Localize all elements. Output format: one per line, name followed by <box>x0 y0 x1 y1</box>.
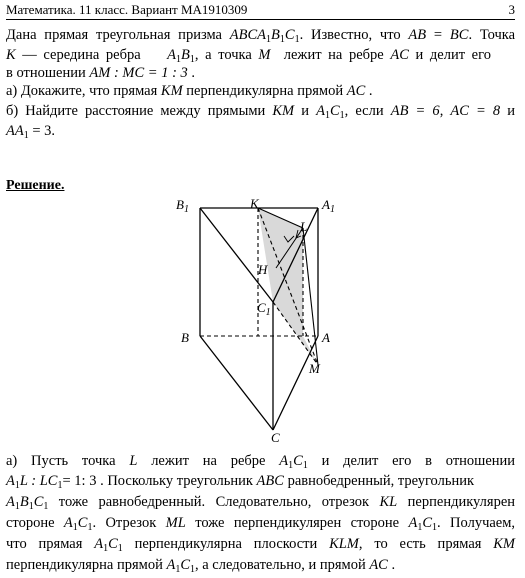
solution-line-5: что прямая $A_1C_1$ перпендикулярна плоскости KLM, то есть прямая KM <box>6 536 516 554</box>
label-H: H <box>258 262 268 277</box>
solution-heading: Решение. <box>6 178 65 193</box>
header-rule <box>6 19 515 20</box>
label-B: B <box>181 330 189 345</box>
solution-line-2: $A_1L$ : $LC_1= 1$: 3 . Поскольку треугольник ABC равнобедренный, треугольник <box>6 473 475 491</box>
solution-line-1: а) Пусть точка L лежит на ребре $A_1C_1$ и делит его в отношении <box>6 453 516 471</box>
solution-line-6: перпендикулярна прямой $A_1C_1$, а следовательно, и прямой AC . <box>6 557 396 575</box>
edge-BC <box>200 336 273 430</box>
label-A: A <box>322 330 330 345</box>
label-B1: $B_1$ <box>176 197 189 215</box>
page-header <box>6 2 515 18</box>
label-C1: $C_1$ <box>257 300 271 318</box>
problem-line-6: $AA_1 = 3$. <box>6 123 56 141</box>
problem-line-1: Дана прямая треугольная призма $ABCA_1B_1C_1$. Известно, что AB = BC. Точка <box>6 27 516 45</box>
solution-line-3: $A_1B_1C_1$ тоже равнобедренный. Следовательно, отрезок KL перпендикулярен <box>6 494 516 512</box>
problem-line-5: б) Найдите расстояние между прямыми KM и $A_1C_1$, если AB = 6, AC = 8 и <box>6 103 516 121</box>
label-A1: $A_1$ <box>322 197 335 215</box>
prism-figure <box>170 190 370 450</box>
problem-line-2: K — середина ребра $A_1B_1$, а точка M лежит на ребре AC и делит его <box>6 47 491 65</box>
page-number: 3 <box>508 2 515 17</box>
label-M: M <box>309 361 320 376</box>
label-K: K <box>250 196 259 211</box>
label-L: L <box>300 219 308 234</box>
header-title: Математика. 11 класс. Вариант МА1910309 <box>6 2 248 17</box>
solution-line-4: стороне $A_1C_1$. Отрезок ML тоже перпендикулярен стороне $A_1C_1$. Получаем, <box>6 515 516 533</box>
problem-line-4: а) Докажите, что прямая KM перпендикулярна прямой AC . <box>6 83 373 99</box>
edge-AC <box>273 336 318 430</box>
problem-line-3: в отношении AM : MC = 1 : 3 . <box>6 65 196 81</box>
label-C: C <box>271 430 280 445</box>
